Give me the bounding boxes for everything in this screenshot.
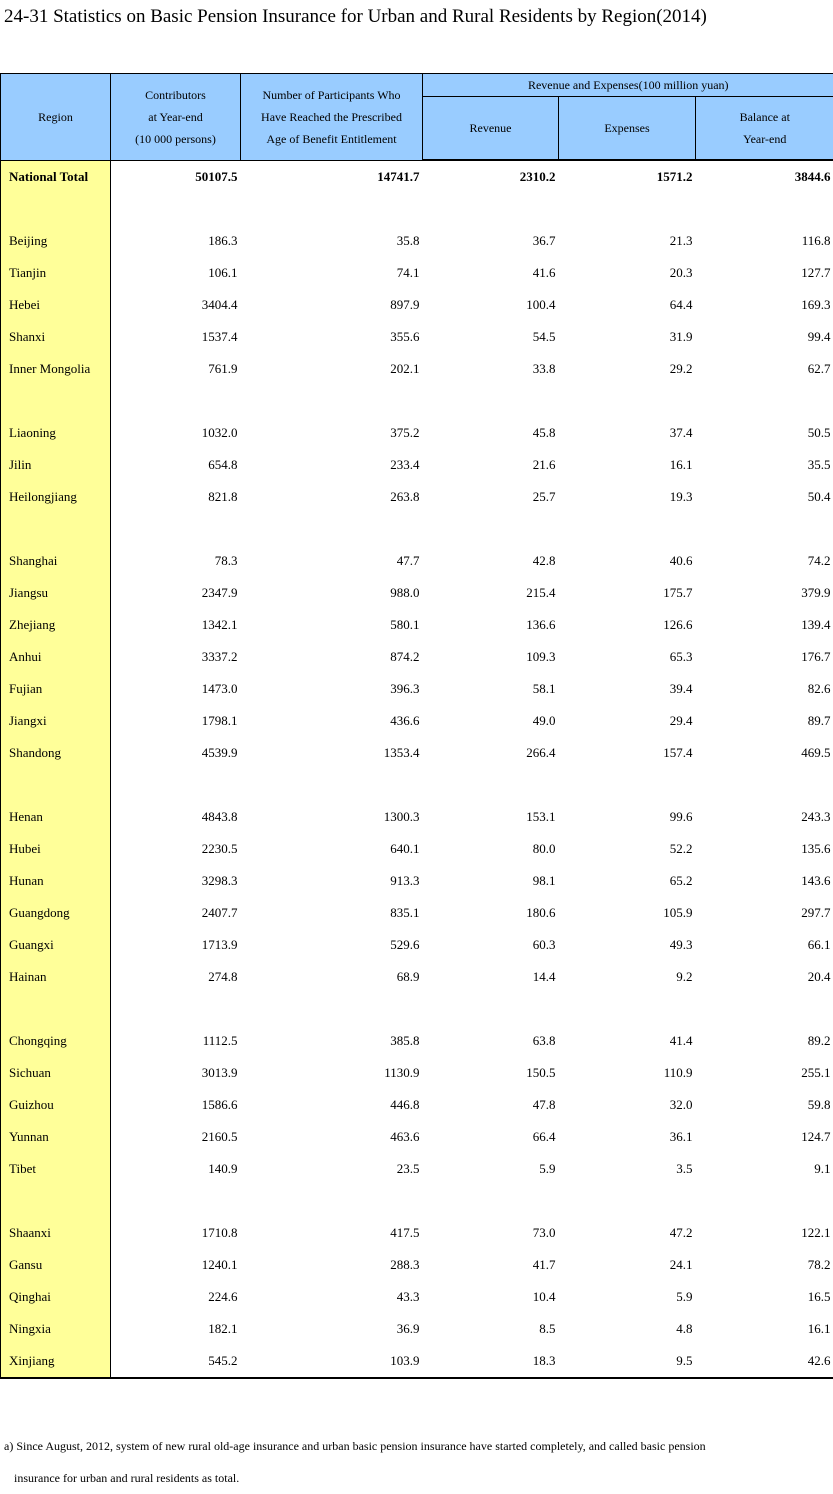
revenue-cell: 150.5 — [423, 1057, 559, 1089]
expenses-cell: 1571.2 — [559, 160, 696, 193]
revenue-cell: 266.4 — [423, 737, 559, 769]
participants-cell: 529.6 — [241, 929, 423, 961]
statistics-table — [0, 73, 833, 1379]
region-cell: Anhui — [1, 641, 111, 673]
participants-cell: 68.9 — [241, 961, 423, 993]
balance-cell: 243.3 — [696, 801, 833, 833]
header-region: Region — [1, 74, 111, 161]
revenue-cell: 153.1 — [423, 801, 559, 833]
revenue-cell: 47.8 — [423, 1089, 559, 1121]
header-contributors-line: (10 000 persons) — [113, 128, 238, 150]
contributors-cell: 1473.0 — [111, 673, 241, 705]
balance-cell: 124.7 — [696, 1121, 833, 1153]
contributors-cell: 1112.5 — [111, 1025, 241, 1057]
contributors-cell: 1586.6 — [111, 1089, 241, 1121]
contributors-cell: 106.1 — [111, 257, 241, 289]
contributors-cell: 274.8 — [111, 961, 241, 993]
table-body — [1, 160, 833, 1378]
participants-cell: 36.9 — [241, 1313, 423, 1345]
expenses-cell: 31.9 — [559, 321, 696, 353]
expenses-cell: 40.6 — [559, 545, 696, 577]
region-cell: Shandong — [1, 737, 111, 769]
header-balance-line: Year-end — [698, 128, 832, 150]
table-row — [1, 801, 833, 833]
revenue-cell: 100.4 — [423, 289, 559, 321]
contributors-cell: 3013.9 — [111, 1057, 241, 1089]
region-cell: Qinghai — [1, 1281, 111, 1313]
expenses-cell: 29.4 — [559, 705, 696, 737]
balance-cell: 50.4 — [696, 481, 833, 513]
revenue-cell: 63.8 — [423, 1025, 559, 1057]
balance-cell — [696, 193, 833, 225]
region-cell — [1, 193, 111, 225]
expenses-cell: 29.2 — [559, 353, 696, 385]
contributors-cell: 4843.8 — [111, 801, 241, 833]
region-cell — [1, 385, 111, 417]
region-cell: Jiangxi — [1, 705, 111, 737]
region-cell: Tibet — [1, 1153, 111, 1185]
contributors-cell: 2230.5 — [111, 833, 241, 865]
statistics-table-wrapper — [0, 73, 833, 1379]
balance-cell: 42.6 — [696, 1345, 833, 1378]
revenue-cell: 80.0 — [423, 833, 559, 865]
page-title: 24-31 Statistics on Basic Pension Insurance for Urban and Rural Residents by Region(2014) — [4, 6, 707, 28]
revenue-cell: 25.7 — [423, 481, 559, 513]
balance-cell: 143.6 — [696, 865, 833, 897]
participants-cell — [241, 385, 423, 417]
expenses-cell: 4.8 — [559, 1313, 696, 1345]
revenue-cell: 98.1 — [423, 865, 559, 897]
participants-cell: 202.1 — [241, 353, 423, 385]
table-row — [1, 961, 833, 993]
contributors-cell — [111, 1185, 241, 1217]
revenue-cell — [423, 513, 559, 545]
revenue-cell: 180.6 — [423, 897, 559, 929]
participants-cell: 396.3 — [241, 673, 423, 705]
contributors-cell: 1537.4 — [111, 321, 241, 353]
contributors-cell: 2347.9 — [111, 577, 241, 609]
contributors-cell: 140.9 — [111, 1153, 241, 1185]
region-cell: Jiangsu — [1, 577, 111, 609]
expenses-cell: 5.9 — [559, 1281, 696, 1313]
expenses-cell: 21.3 — [559, 225, 696, 257]
header-participants — [241, 74, 423, 161]
table-row — [1, 1121, 833, 1153]
balance-cell: 99.4 — [696, 321, 833, 353]
expenses-cell: 64.4 — [559, 289, 696, 321]
header-balance — [696, 97, 833, 161]
participants-cell: 897.9 — [241, 289, 423, 321]
balance-cell: 82.6 — [696, 673, 833, 705]
region-cell: Shaanxi — [1, 1217, 111, 1249]
region-cell: Inner Mongolia — [1, 353, 111, 385]
balance-cell: 89.2 — [696, 1025, 833, 1057]
contributors-cell — [111, 993, 241, 1025]
region-cell — [1, 513, 111, 545]
header-participants-line: Number of Participants Who — [243, 84, 420, 106]
revenue-cell: 8.5 — [423, 1313, 559, 1345]
table-row — [1, 449, 833, 481]
expenses-cell: 105.9 — [559, 897, 696, 929]
participants-cell: 288.3 — [241, 1249, 423, 1281]
balance-cell: 297.7 — [696, 897, 833, 929]
balance-cell: 116.8 — [696, 225, 833, 257]
region-cell — [1, 769, 111, 801]
header-participants-line: Have Reached the Prescribed — [243, 106, 420, 128]
balance-cell — [696, 385, 833, 417]
expenses-cell — [559, 1185, 696, 1217]
participants-cell: 640.1 — [241, 833, 423, 865]
participants-cell — [241, 1185, 423, 1217]
balance-cell: 74.2 — [696, 545, 833, 577]
region-cell: Liaoning — [1, 417, 111, 449]
contributors-cell: 50107.5 — [111, 160, 241, 193]
region-cell: Guangxi — [1, 929, 111, 961]
region-cell: Gansu — [1, 1249, 111, 1281]
spacer-row — [1, 513, 833, 545]
region-cell: Fujian — [1, 673, 111, 705]
expenses-cell: 9.2 — [559, 961, 696, 993]
contributors-cell: 182.1 — [111, 1313, 241, 1345]
participants-cell: 1130.9 — [241, 1057, 423, 1089]
participants-cell: 375.2 — [241, 417, 423, 449]
expenses-cell: 65.3 — [559, 641, 696, 673]
balance-cell: 122.1 — [696, 1217, 833, 1249]
balance-cell: 16.5 — [696, 1281, 833, 1313]
participants-cell: 1300.3 — [241, 801, 423, 833]
participants-cell: 43.3 — [241, 1281, 423, 1313]
table-row — [1, 897, 833, 929]
revenue-cell: 42.8 — [423, 545, 559, 577]
contributors-cell — [111, 385, 241, 417]
table-header — [1, 74, 833, 161]
participants-cell: 233.4 — [241, 449, 423, 481]
expenses-cell: 39.4 — [559, 673, 696, 705]
expenses-cell: 16.1 — [559, 449, 696, 481]
table-row — [1, 705, 833, 737]
contributors-cell: 1032.0 — [111, 417, 241, 449]
contributors-cell: 2160.5 — [111, 1121, 241, 1153]
balance-cell — [696, 993, 833, 1025]
region-cell: Hebei — [1, 289, 111, 321]
table-row — [1, 609, 833, 641]
table-row — [1, 1057, 833, 1089]
balance-cell: 255.1 — [696, 1057, 833, 1089]
revenue-cell — [423, 1185, 559, 1217]
table-row — [1, 225, 833, 257]
region-cell: Hunan — [1, 865, 111, 897]
region-cell — [1, 1185, 111, 1217]
table-row — [1, 481, 833, 513]
expenses-cell — [559, 193, 696, 225]
expenses-cell: 24.1 — [559, 1249, 696, 1281]
spacer-row — [1, 769, 833, 801]
contributors-cell — [111, 769, 241, 801]
header-contributors-line: Contributors — [113, 84, 238, 106]
region-cell: Henan — [1, 801, 111, 833]
participants-cell: 355.6 — [241, 321, 423, 353]
region-cell: Shanghai — [1, 545, 111, 577]
expenses-cell — [559, 993, 696, 1025]
expenses-cell: 52.2 — [559, 833, 696, 865]
participants-cell: 74.1 — [241, 257, 423, 289]
region-cell: Beijing — [1, 225, 111, 257]
balance-cell: 139.4 — [696, 609, 833, 641]
contributors-cell — [111, 193, 241, 225]
contributors-cell — [111, 513, 241, 545]
contributors-cell: 3298.3 — [111, 865, 241, 897]
balance-cell: 135.6 — [696, 833, 833, 865]
participants-cell: 35.8 — [241, 225, 423, 257]
contributors-cell: 821.8 — [111, 481, 241, 513]
expenses-cell — [559, 769, 696, 801]
balance-cell: 379.9 — [696, 577, 833, 609]
participants-cell: 874.2 — [241, 641, 423, 673]
contributors-cell: 186.3 — [111, 225, 241, 257]
contributors-cell: 2407.7 — [111, 897, 241, 929]
revenue-cell: 45.8 — [423, 417, 559, 449]
balance-cell: 62.7 — [696, 353, 833, 385]
region-cell: Ningxia — [1, 1313, 111, 1345]
balance-cell — [696, 1185, 833, 1217]
balance-cell: 127.7 — [696, 257, 833, 289]
region-cell: Guizhou — [1, 1089, 111, 1121]
region-cell: Chongqing — [1, 1025, 111, 1057]
spacer-row — [1, 385, 833, 417]
participants-cell: 385.8 — [241, 1025, 423, 1057]
revenue-cell — [423, 385, 559, 417]
expenses-cell: 36.1 — [559, 1121, 696, 1153]
revenue-cell: 5.9 — [423, 1153, 559, 1185]
participants-cell: 436.6 — [241, 705, 423, 737]
participants-cell: 47.7 — [241, 545, 423, 577]
contributors-cell: 545.2 — [111, 1345, 241, 1378]
header-balance-line: Balance at — [698, 106, 832, 128]
header-revenue: Revenue — [423, 97, 559, 161]
table-row — [1, 289, 833, 321]
revenue-cell — [423, 769, 559, 801]
expenses-cell: 175.7 — [559, 577, 696, 609]
table-row — [1, 929, 833, 961]
total-row — [1, 160, 833, 193]
region-cell — [1, 993, 111, 1025]
contributors-cell: 3404.4 — [111, 289, 241, 321]
balance-cell: 59.8 — [696, 1089, 833, 1121]
header-contributors-line: at Year-end — [113, 106, 238, 128]
region-cell: Shanxi — [1, 321, 111, 353]
spacer-row — [1, 1185, 833, 1217]
table-row — [1, 1313, 833, 1345]
participants-cell: 463.6 — [241, 1121, 423, 1153]
revenue-cell: 73.0 — [423, 1217, 559, 1249]
expenses-cell: 3.5 — [559, 1153, 696, 1185]
table-row — [1, 321, 833, 353]
table-row — [1, 353, 833, 385]
contributors-cell: 3337.2 — [111, 641, 241, 673]
revenue-cell: 14.4 — [423, 961, 559, 993]
table-row — [1, 1089, 833, 1121]
table-row — [1, 673, 833, 705]
balance-cell: 89.7 — [696, 705, 833, 737]
balance-cell: 3844.6 — [696, 160, 833, 193]
balance-cell — [696, 769, 833, 801]
expenses-cell: 99.6 — [559, 801, 696, 833]
contributors-cell: 1798.1 — [111, 705, 241, 737]
participants-cell: 23.5 — [241, 1153, 423, 1185]
header-expenses: Expenses — [559, 97, 696, 161]
expenses-cell: 47.2 — [559, 1217, 696, 1249]
revenue-cell: 21.6 — [423, 449, 559, 481]
revenue-cell: 60.3 — [423, 929, 559, 961]
footnote-line: a) Since August, 2012, system of new rural old-age insurance and urban basic pension insurance have started completely, and called basic pension — [4, 1430, 824, 1462]
expenses-cell: 41.4 — [559, 1025, 696, 1057]
table-row — [1, 1217, 833, 1249]
participants-cell — [241, 769, 423, 801]
header-participants-line: Age of Benefit Entitlement — [243, 128, 420, 150]
revenue-cell: 18.3 — [423, 1345, 559, 1378]
expenses-cell: 19.3 — [559, 481, 696, 513]
participants-cell: 263.8 — [241, 481, 423, 513]
expenses-cell: 9.5 — [559, 1345, 696, 1378]
balance-cell: 20.4 — [696, 961, 833, 993]
revenue-cell: 58.1 — [423, 673, 559, 705]
balance-cell: 50.5 — [696, 417, 833, 449]
participants-cell: 913.3 — [241, 865, 423, 897]
revenue-cell: 54.5 — [423, 321, 559, 353]
balance-cell: 169.3 — [696, 289, 833, 321]
table-row — [1, 641, 833, 673]
contributors-cell: 78.3 — [111, 545, 241, 577]
balance-cell — [696, 513, 833, 545]
spacer-row — [1, 993, 833, 1025]
footnote-line: insurance for urban and rural residents as total. — [4, 1462, 824, 1494]
table-row — [1, 545, 833, 577]
table-row — [1, 1025, 833, 1057]
table-row — [1, 417, 833, 449]
participants-cell: 1353.4 — [241, 737, 423, 769]
expenses-cell: 65.2 — [559, 865, 696, 897]
region-cell: National Total — [1, 160, 111, 193]
contributors-cell: 1713.9 — [111, 929, 241, 961]
participants-cell — [241, 993, 423, 1025]
region-cell: Zhejiang — [1, 609, 111, 641]
expenses-cell: 37.4 — [559, 417, 696, 449]
region-cell: Yunnan — [1, 1121, 111, 1153]
balance-cell: 16.1 — [696, 1313, 833, 1345]
expenses-cell: 110.9 — [559, 1057, 696, 1089]
region-cell: Hubei — [1, 833, 111, 865]
header-revenue-expenses-group: Revenue and Expenses(100 million yuan) — [423, 74, 833, 97]
contributors-cell: 1240.1 — [111, 1249, 241, 1281]
balance-cell: 176.7 — [696, 641, 833, 673]
region-cell: Guangdong — [1, 897, 111, 929]
table-row — [1, 257, 833, 289]
revenue-cell: 41.7 — [423, 1249, 559, 1281]
contributors-cell: 1342.1 — [111, 609, 241, 641]
table-row — [1, 737, 833, 769]
spacer-row — [1, 193, 833, 225]
balance-cell: 35.5 — [696, 449, 833, 481]
table-row — [1, 833, 833, 865]
revenue-cell: 33.8 — [423, 353, 559, 385]
contributors-cell: 4539.9 — [111, 737, 241, 769]
region-cell: Hainan — [1, 961, 111, 993]
revenue-cell: 41.6 — [423, 257, 559, 289]
balance-cell: 66.1 — [696, 929, 833, 961]
expenses-cell: 157.4 — [559, 737, 696, 769]
participants-cell: 580.1 — [241, 609, 423, 641]
participants-cell: 835.1 — [241, 897, 423, 929]
contributors-cell: 1710.8 — [111, 1217, 241, 1249]
balance-cell: 9.1 — [696, 1153, 833, 1185]
table-row — [1, 1249, 833, 1281]
region-cell: Heilongjiang — [1, 481, 111, 513]
contributors-cell: 224.6 — [111, 1281, 241, 1313]
revenue-cell: 36.7 — [423, 225, 559, 257]
participants-cell: 417.5 — [241, 1217, 423, 1249]
expenses-cell: 20.3 — [559, 257, 696, 289]
footnote — [4, 1430, 824, 1494]
revenue-cell: 136.6 — [423, 609, 559, 641]
revenue-cell: 66.4 — [423, 1121, 559, 1153]
participants-cell: 103.9 — [241, 1345, 423, 1378]
revenue-cell: 215.4 — [423, 577, 559, 609]
region-cell: Sichuan — [1, 1057, 111, 1089]
region-cell: Tianjin — [1, 257, 111, 289]
participants-cell: 988.0 — [241, 577, 423, 609]
table-row — [1, 1281, 833, 1313]
table-row — [1, 577, 833, 609]
table-row — [1, 865, 833, 897]
expenses-cell: 49.3 — [559, 929, 696, 961]
expenses-cell — [559, 513, 696, 545]
participants-cell: 446.8 — [241, 1089, 423, 1121]
header-contributors — [111, 74, 241, 161]
contributors-cell: 654.8 — [111, 449, 241, 481]
participants-cell — [241, 513, 423, 545]
expenses-cell — [559, 385, 696, 417]
revenue-cell: 109.3 — [423, 641, 559, 673]
table-row — [1, 1153, 833, 1185]
table-row — [1, 1345, 833, 1378]
revenue-cell — [423, 993, 559, 1025]
revenue-cell: 2310.2 — [423, 160, 559, 193]
expenses-cell: 126.6 — [559, 609, 696, 641]
balance-cell: 469.5 — [696, 737, 833, 769]
revenue-cell: 10.4 — [423, 1281, 559, 1313]
expenses-cell: 32.0 — [559, 1089, 696, 1121]
participants-cell — [241, 193, 423, 225]
region-cell: Xinjiang — [1, 1345, 111, 1378]
participants-cell: 14741.7 — [241, 160, 423, 193]
balance-cell: 78.2 — [696, 1249, 833, 1281]
revenue-cell — [423, 193, 559, 225]
region-cell: Jilin — [1, 449, 111, 481]
revenue-cell: 49.0 — [423, 705, 559, 737]
contributors-cell: 761.9 — [111, 353, 241, 385]
